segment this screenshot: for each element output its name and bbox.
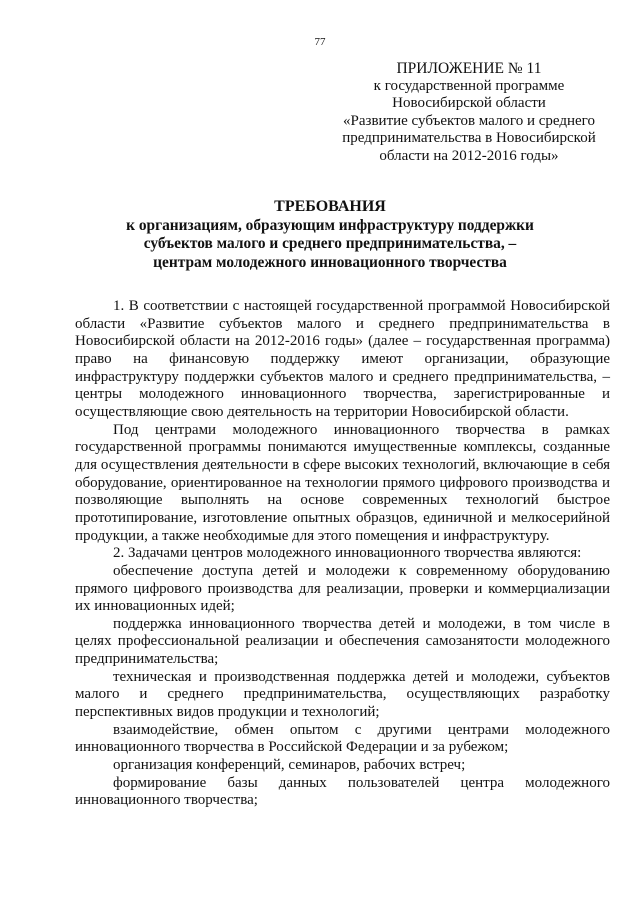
heading-line: субъектов малого и среднего предпринимательства, – (143, 235, 517, 253)
appendix-line: области на 2012-2016 годы» (379, 147, 559, 164)
document-heading (60, 198, 600, 272)
paragraph: организация конференций, семинаров, рабочих встреч; (113, 757, 466, 774)
paragraph: техническая и производственная поддержка детей и молодежи, субъектов малого и среднего предпринимательства, осуществляющих разработку перспективных видов продукции и технологий; (75, 668, 610, 721)
paragraph: поддержка инновационного творчества детей и молодежи, в том числе в целях профессиональной реализации и обеспечения самозанятости молодежного предпринимательства; (75, 615, 610, 668)
appendix-block (328, 60, 610, 166)
heading-title: ТРЕБОВАНИЯ (274, 198, 386, 215)
appendix-title: ПРИЛОЖЕНИЕ № 11 (396, 60, 542, 77)
paragraph: обеспечение доступа детей и молодежи к современному оборудованию прямого цифрового производства для реализации, проверки и коммерциализации их инновационных идей; (75, 562, 610, 615)
appendix-line: к государственной программе (373, 77, 565, 94)
appendix-line: предпринимательства в Новосибирской (342, 130, 596, 147)
heading-line: центрам молодежного инновационного творчества (153, 253, 507, 271)
paragraph: взаимодействие, обмен опытом с другими центрами молодежного инновационного творчества в Российской Федерации и за рубежом; (75, 721, 610, 756)
page-number: 77 (314, 36, 326, 48)
heading-line: к организациям, образующим инфраструктуру поддержки (126, 216, 534, 234)
paragraph: 1. В соответствии с настоящей государственной программой Новосибирской области «Развитие субъектов малого и среднего предпринимательства в Новосибирской области на 2012-2016 годы» (далее – государственная программа) право на финансовую поддержку имеют организации, образующие инфраструктуру поддержки субъектов малого и среднего предпринимательства, – центры молодежного инновационного творчества, зарегистрированные и осуществляющие свою деятельность на территории Новосибирской области. (75, 298, 610, 420)
appendix-line: «Развитие субъектов малого и среднего (343, 112, 595, 129)
paragraph: 2. Задачами центров молодежного инновационного творчества являются: (113, 545, 582, 562)
document-body (75, 298, 610, 810)
appendix-line: Новосибирской области (392, 95, 546, 112)
paragraph: формирование базы данных пользователей центра молодежного инновационного творчества; (75, 774, 610, 809)
paragraph: Под центрами молодежного инновационного творчества в рамках государственной программы понимаются имущественные комплексы, созданные для осуществления деятельности в сфере высоких технологий, включающие в себя оборудование, ориентированное на технологии прямого цифрового производства и позволяющие выполнять на основе современных технологий быстрое прототипирование, изготовление опытных образцов, единичной и мелкосерийной продукции, а также необходимые для этого помещения и инфраструктуру. (75, 421, 610, 544)
